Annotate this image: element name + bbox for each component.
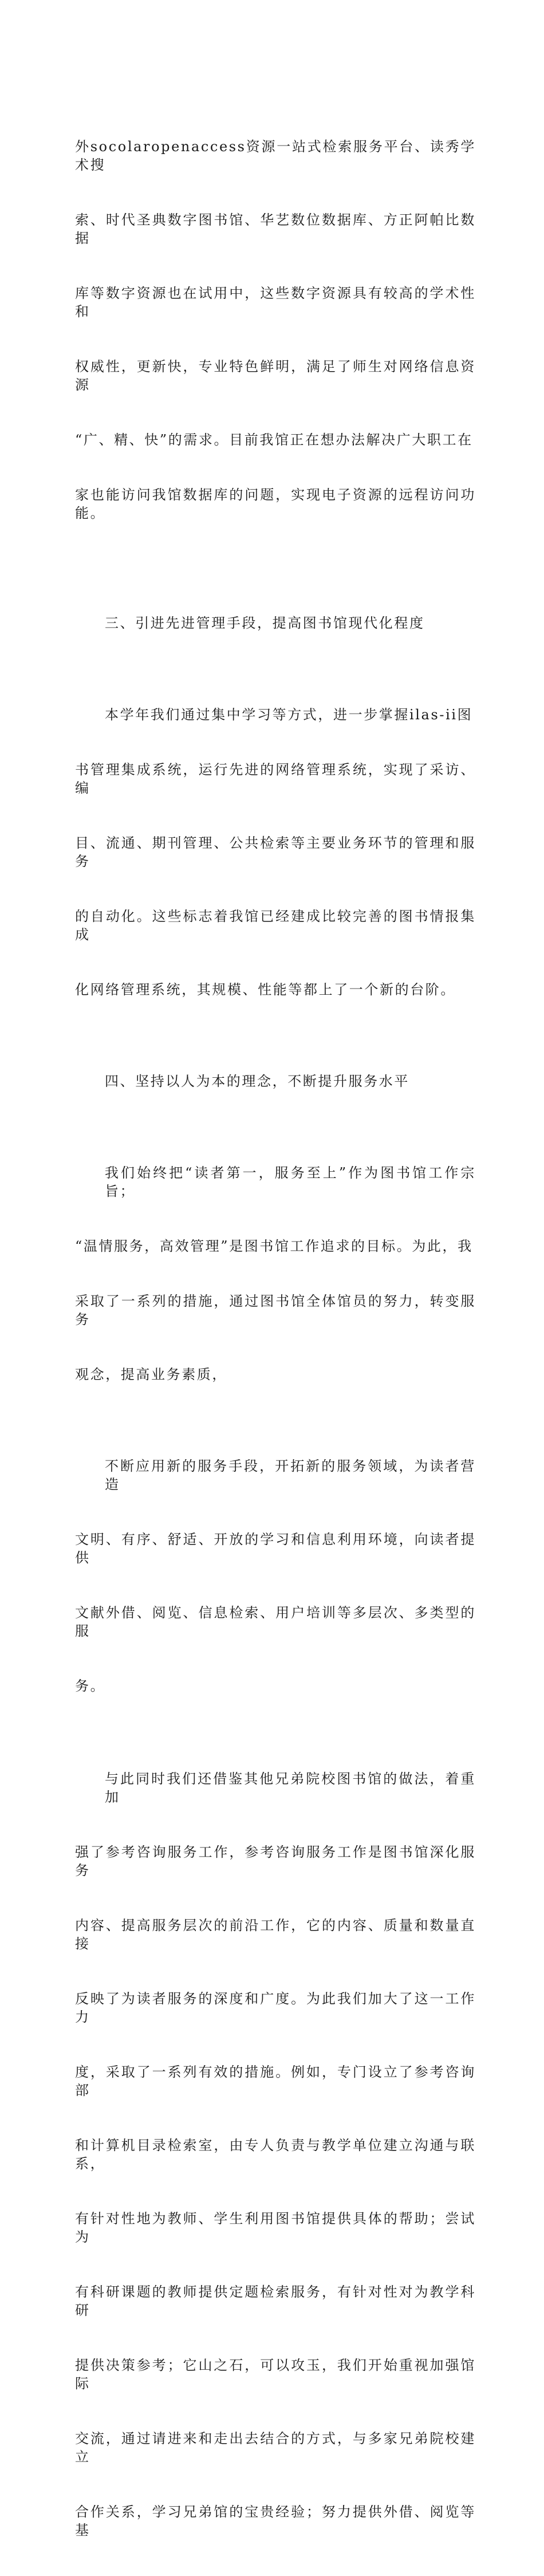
text-line: 本学年我们通过集中学习等方式，进一步掌握ilas-ii图 — [105, 707, 473, 723]
text-line: 有针对性地为教师、学生利用图书馆提供具体的帮助；尝试为 — [75, 2211, 476, 2245]
section-heading-4 — [75, 1035, 476, 1127]
text-line: 目、流通、期刊管理、公共检索等主要业务环节的管理和服务 — [75, 835, 476, 869]
text-line: 书管理集成系统，运行先进的网络管理系统，实现了采访、编 — [75, 762, 476, 796]
text-line: 化网络管理系统，其规模、性能等都上了一个新的台阶。 — [75, 982, 456, 998]
paragraph-service-principle — [75, 1127, 476, 1420]
paragraph-management-system — [75, 669, 476, 1035]
text-line: 交流，通过请进来和走出去结合的方式，与多家兄弟院校建立 — [75, 2431, 476, 2465]
heading-line: 三、引进先进管理手段，提高图书馆现代化程度 — [105, 615, 425, 631]
text-line: “广、精、快”的需求。目前我馆正在想办法解决广大职工在 — [75, 432, 473, 448]
text-line: 有科研课题的教师提供定题检索服务，有针对性对为教学科研 — [75, 2284, 476, 2318]
text-line: 我们始终把“读者第一，服务至上”作为图书馆工作宗旨； — [105, 1165, 476, 1199]
text-line: 反映了为读者服务的深度和广度。为此我们加大了这一工作力 — [75, 1991, 476, 2025]
paragraph-digital-resources — [75, 101, 476, 559]
text-line: 的自动化。这些标志着我馆已经建成比较完善的图书情报集成 — [75, 908, 476, 943]
text-line: 库等数字资源也在试用中，这些数字资源具有较高的学术性和 — [75, 285, 476, 320]
paragraph-gap — [75, 559, 476, 577]
text-line: 合作关系，学习兄弟馆的宝贵经验；努力提供外借、阅览等基 — [75, 2504, 476, 2538]
text-line: 索、时代圣典数字图书馆、华艺数位数据库、方正阿帕比数据 — [75, 212, 476, 246]
text-line: 不断应用新的服务手段，开拓新的服务领域，为读者营造 — [105, 1458, 476, 1492]
body-text — [75, 101, 476, 2576]
text-line: 务。 — [75, 1678, 106, 1694]
text-line: 度，采取了一系列有效的措施。例如，专门设立了参考咨询部 — [75, 2064, 476, 2098]
paragraph-new-services — [75, 1420, 476, 1732]
text-line: 外socolaropenaccess资源一站式检索服务平台、读秀学术搜 — [75, 139, 476, 173]
heading-line: 四、坚持以人为本的理念，不断提升服务水平 — [105, 1073, 409, 1089]
text-line: 观念，提高业务素质， — [75, 1366, 227, 1382]
text-line: 家也能访问我馆数据库的问题，实现电子资源的远程访问功能。 — [75, 487, 476, 521]
text-line: 权威性，更新快，专业特色鲜明，满足了师生对网络信息资源 — [75, 359, 476, 393]
text-line: 和计算机目录检索室，由专人负责与教学单位建立沟通与联系， — [75, 2137, 476, 2172]
text-line: 文献外借、阅览、信息检索、用户培训等多层次、多类型的服 — [75, 1605, 476, 1639]
text-line: 与此同时我们还借鉴其他兄弟院校图书馆的做法，着重加 — [105, 1771, 476, 1805]
text-line: 强了参考咨询服务工作，参考咨询服务工作是图书馆深化服务 — [75, 1844, 476, 1878]
paragraph-reference-consulting — [75, 1733, 476, 2576]
text-line: 内容、提高服务层次的前沿工作，它的内容、质量和数量直接 — [75, 1917, 476, 1952]
text-line: 文明、有序、舒适、开放的学习和信息利用环境，向读者提供 — [75, 1531, 476, 1566]
section-heading-3 — [75, 577, 476, 669]
text-line: “温情服务，高效管理”是图书馆工作追求的目标。为此，我 — [75, 1238, 473, 1254]
text-line: 提供决策参考；它山之石，可以攻玉，我们开始重视加强馆际 — [75, 2357, 476, 2392]
text-line: 采取了一系列的措施，通过图书馆全体馆员的努力，转变服务 — [75, 1293, 476, 1328]
